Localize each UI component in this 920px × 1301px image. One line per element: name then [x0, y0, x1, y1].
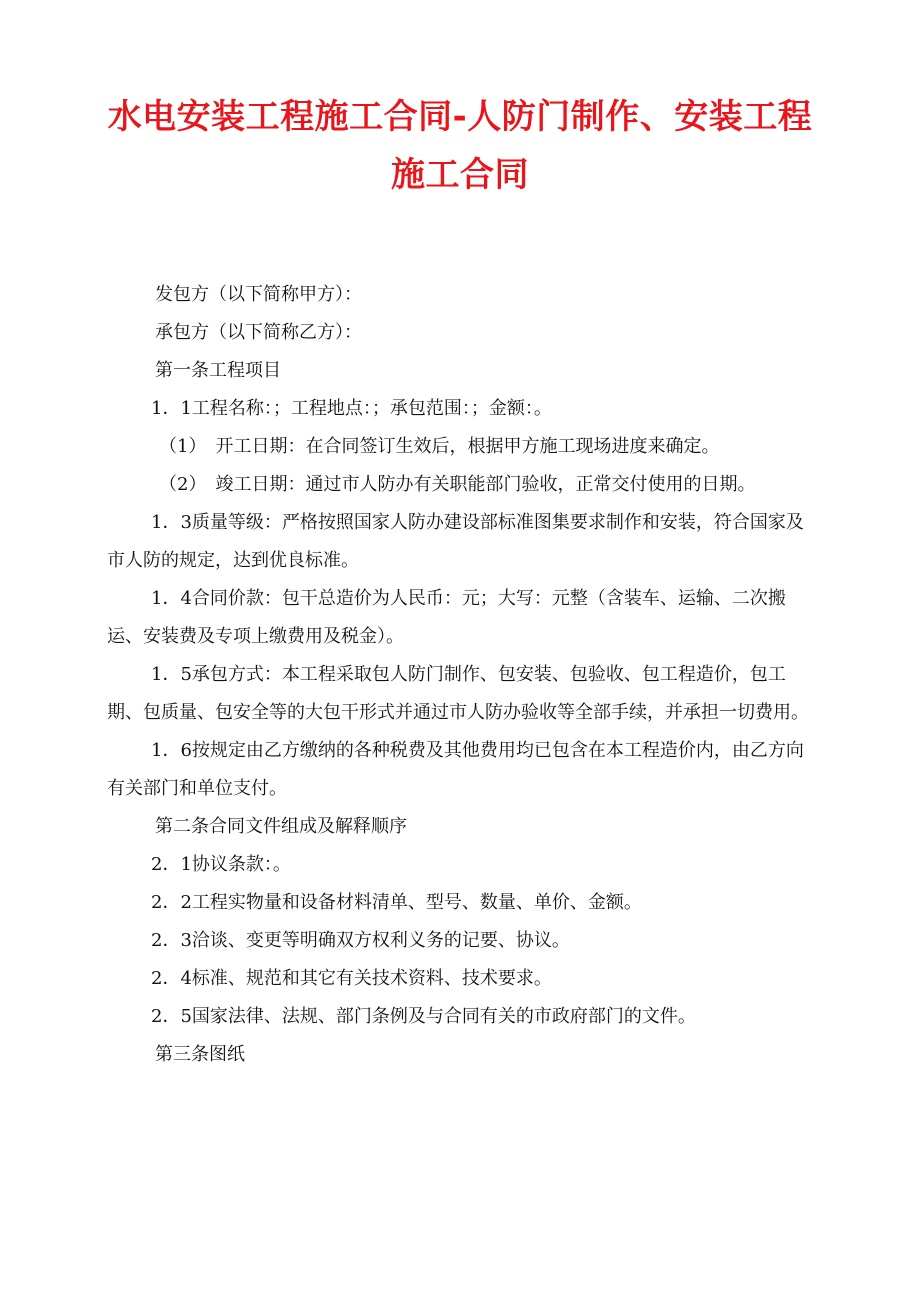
clause-2-3: 2．3洽谈、变更等明确双方权利义务的记要、协议。	[151, 930, 570, 951]
clause-1-4: 1．4合同价款：包干总造价为人民币：元；大写：元整（含装车、运输、二次搬运、安装费及专项上缴费用及税金）。	[107, 588, 786, 647]
title-line-2: 施工合同	[391, 155, 529, 195]
clause-1-3: 1．3质量等级：严格按照国家人防办建设部标准图集要求制作和安装，符合国家及市人防的规定，达到优良标准。	[107, 512, 804, 571]
clause-2-5: 2．5国家法律、法规、部门条例及与合同有关的市政府部门的文件。	[151, 1006, 696, 1027]
party-b-line: 承包方（以下简称乙方）：	[155, 322, 362, 343]
document-body	[107, 276, 815, 1074]
clause-1-6: 1．6按规定由乙方缴纳的各种税费及其他费用均已包含在本工程造价内，由乙方向有关部门和单位支付。	[107, 740, 804, 799]
section-1-heading: 第一条工程项目	[155, 360, 281, 381]
party-a-line: 发包方（以下简称甲方）：	[155, 284, 362, 305]
clause-2-4: 2．4标准、规范和其它有关技术资料、技术要求。	[151, 968, 552, 989]
section-2-heading: 第二条合同文件组成及解释顺序	[155, 816, 407, 837]
document-title	[100, 88, 820, 204]
section-3-heading: 第三条图纸	[155, 1044, 245, 1065]
clause-1-1: 1．1工程名称：；工程地点：；承包范围：；金额：。	[151, 398, 552, 419]
title-line-1: 水电安装工程施工合同-人防门制作、安装工程	[107, 97, 813, 137]
clause-2-2: 2．2工程实物量和设备材料清单、型号、数量、单价、金额。	[151, 892, 642, 913]
clause-1-5: 1．5承包方式：本工程采取包人防门制作、包安装、包验收、包工程造价，包工期、包质量、包安全等的大包干形式并通过市人防办验收等全部手续，并承担一切费用。	[107, 664, 809, 723]
clause-completion-date: （2） 竣工日期：通过市人防办有关职能部门验收，正常交付使用的日期。	[159, 474, 756, 495]
clause-2-1: 2．1协议条款：。	[151, 854, 291, 875]
clause-start-date: （1） 开工日期：在合同签订生效后，根据甲方施工现场进度来确定。	[159, 436, 720, 457]
